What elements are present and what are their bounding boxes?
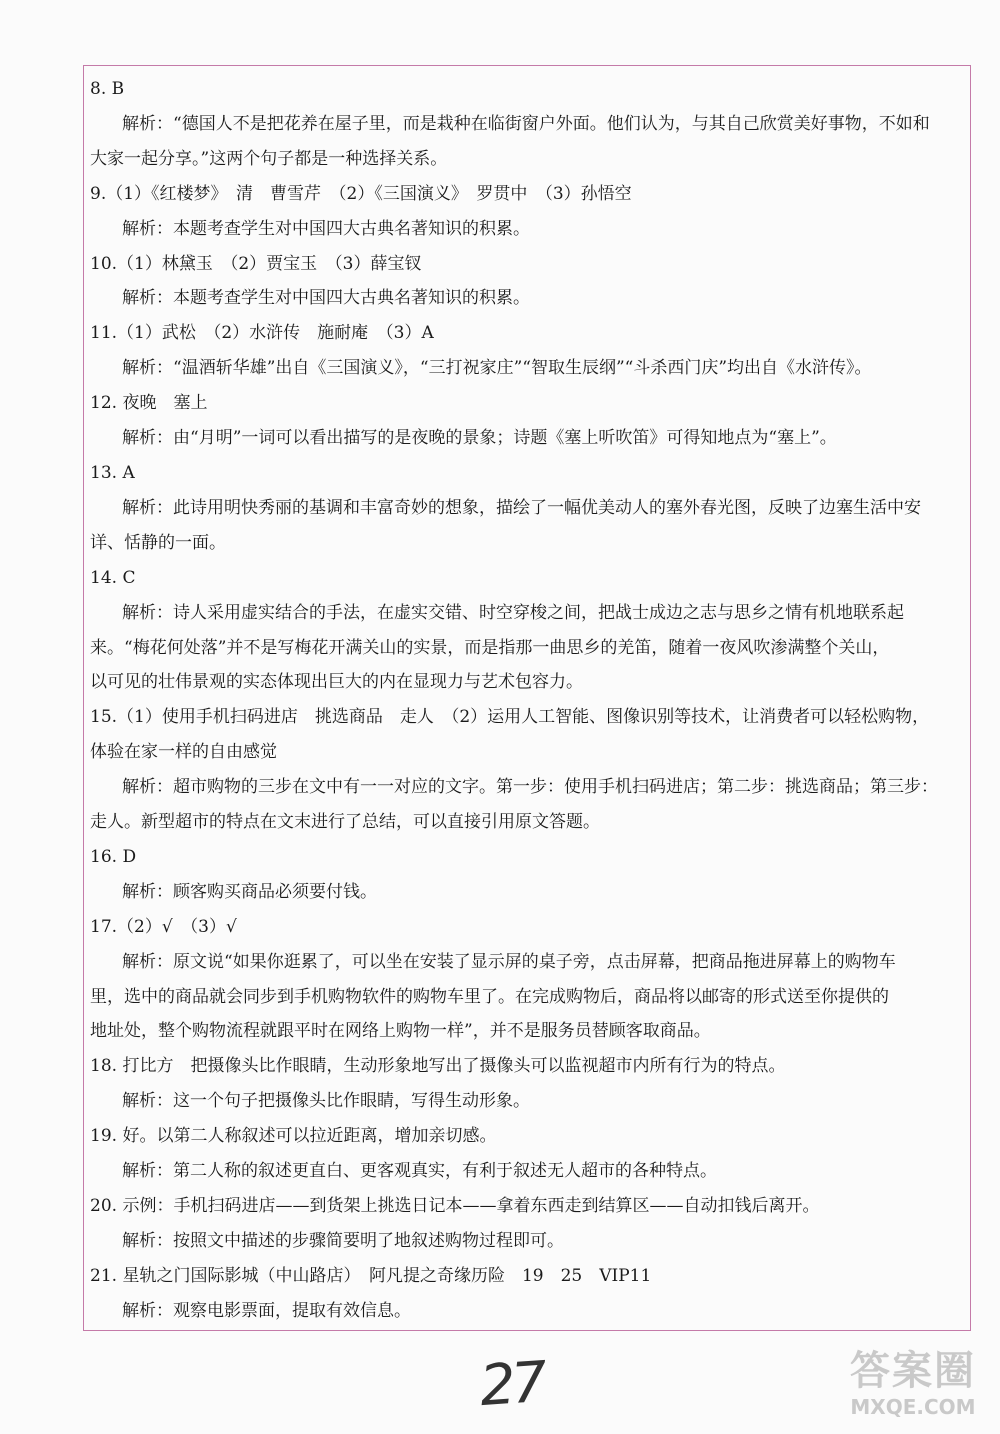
analysis-line: 解析：观察电影票面，提取有效信息。: [122, 1300, 411, 1321]
analysis-line: 解析：诗人采用虚实结合的手法，在虚实交错、时空穿梭之间，把战士成边之志与思乡之情有机地联系起: [122, 602, 904, 623]
answer-line: 19. 好。以第二人称叙述可以拉近距离，增加亲切感。: [90, 1126, 497, 1147]
answer-line: 21. 星轨之门国际影城（中山路店） 阿凡提之奇缘历险 19 25 VIP11: [90, 1265, 652, 1286]
answer-line: 13. A: [90, 462, 135, 483]
watermark-title: 答案圈: [850, 1348, 976, 1394]
answer-content: [90, 72, 965, 1329]
watermark-url: MXQE.COM: [850, 1395, 976, 1419]
answer-line: 16. D: [90, 846, 137, 867]
answer-line: 14. C: [90, 567, 136, 588]
analysis-line: 解析：原文说“如果你逛累了，可以坐在安装了显示屏的桌子旁，点击屏幕，把商品拖进屏幕上的购物车: [122, 951, 896, 972]
analysis-line: 解析：由“月明”一词可以看出描写的是夜晚的景象；诗题《塞上听吹笛》可得知地点为“塞上”。: [122, 428, 837, 449]
answer-line: 9.（1）《红楼梦》 清 曹雪芹 （2）《三国演义》 罗贯中 （3）孙悟空: [90, 183, 632, 204]
answer-line: 10.（1）林黛玉 （2）贾宝玉 （3）薛宝钗: [90, 253, 422, 274]
watermark-logo: [838, 1346, 988, 1426]
analysis-line: 来。“梅花何处落”并不是写梅花开满关山的实景，而是指那一曲思乡的羌笛，随着一夜风吹渗满整个关山，: [90, 637, 890, 658]
analysis-line: 大家一起分享。”这两个句子都是一种选择关系。: [90, 148, 448, 169]
analysis-line: 解析：第二人称的叙述更直白、更客观真实，有利于叙述无人超市的各种特点。: [122, 1161, 717, 1182]
analysis-line: 解析：超市购物的三步在文中有一一对应的文字。第一步：使用手机扫码进店；第二步：挑选商品；第三步：: [122, 777, 938, 798]
analysis-line: 解析：顾客购买商品必须要付钱。: [122, 881, 377, 902]
answer-line: 12. 夜晚 塞上: [90, 393, 208, 414]
analysis-line: 解析：此诗用明快秀丽的基调和丰富奇妙的想象，描绘了一幅优美动人的塞外春光图，反映了边塞生活中安: [122, 497, 921, 518]
answer-line: 17.（2）√ （3）√: [90, 916, 237, 937]
answer-line: 15.（1）使用手机扫码进店 挑选商品 走人 （2）运用人工智能、图像识别等技术，让消费者可以轻松购物，: [90, 707, 930, 728]
analysis-line: 解析：本题考查学生对中国四大古典名著知识的积累。: [122, 288, 530, 309]
answer-line: 体验在家一样的自由感觉: [90, 742, 277, 763]
analysis-line: 详、恬静的一面。: [90, 532, 226, 553]
analysis-line: 里，选中的商品就会同步到手机购物软件的购物车里了。在完成购物后，商品将以邮寄的形式送至你提供的: [90, 986, 889, 1007]
answer-line: 11.（1）武松 （2）水浒传 施耐庵 （3）A: [90, 323, 434, 344]
analysis-line: 地址处，整个购物流程就跟平时在网络上购物一样”，并不是服务员替顾客取商品。: [90, 1021, 711, 1042]
analysis-line: 解析：“温酒斩华雄”出自《三国演义》，“三打祝家庄”“智取生辰纲”“斗杀西门庆”均出自《水浒传》。: [122, 358, 872, 379]
answer-line: 20. 示例：手机扫码进店——到货架上挑选日记本——拿着东西走到结算区——自动扣钱后离开。: [90, 1196, 820, 1216]
handwritten-page-number: 27: [477, 1349, 546, 1420]
answer-line: 18. 打比方 把摄像头比作眼睛，生动形象地写出了摄像头可以监视超市内所有行为的特点。: [90, 1056, 786, 1077]
analysis-line: 解析：本题考查学生对中国四大古典名著知识的积累。: [122, 218, 530, 239]
analysis-line: 走人。新型超市的特点在文末进行了总结，可以直接引用原文答题。: [90, 812, 600, 833]
analysis-line: 解析：“德国人不是把花养在屋子里，而是栽种在临街窗户外面。他们认为，与其自己欣赏美好事物，不如和: [122, 113, 930, 134]
analysis-line: 解析：按照文中描述的步骤简要明了地叙述购物过程即可。: [122, 1230, 564, 1251]
answer-line: 8. B: [90, 79, 125, 99]
analysis-line: 以可见的壮伟景观的实态体现出巨大的内在显现力与艺术包容力。: [90, 672, 583, 693]
analysis-line: 解析：这一个句子把摄像头比作眼睛，写得生动形象。: [122, 1091, 530, 1112]
